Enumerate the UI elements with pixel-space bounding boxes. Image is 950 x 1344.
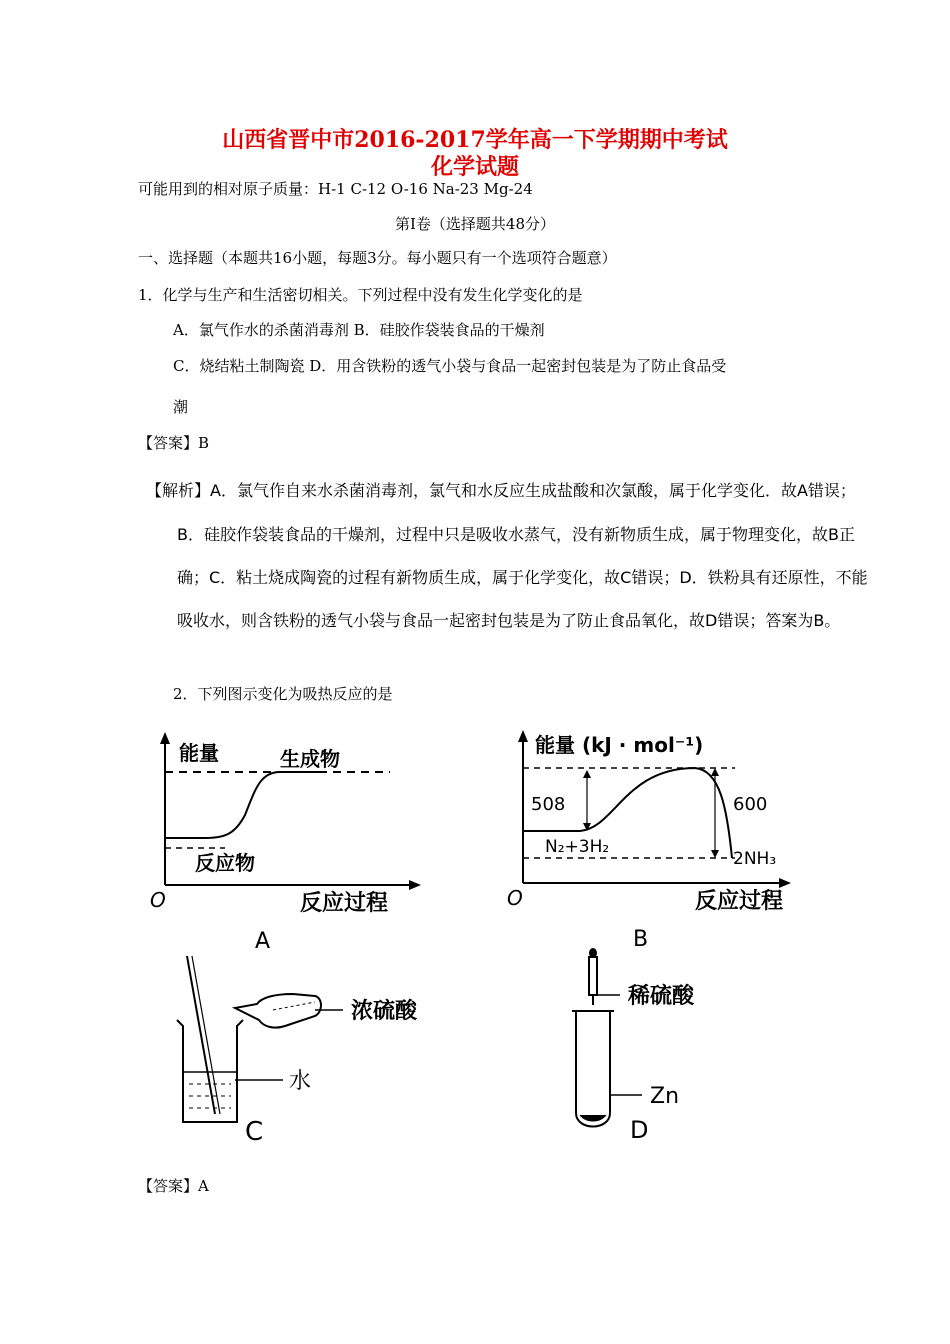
figure-a-origin: O: [150, 888, 166, 912]
figure-c-flask: [235, 994, 321, 1028]
figure-c-water-label: 水: [289, 1069, 312, 1094]
q1-analysis-line-2: B．硅胶作袋装食品的干燥剂，过程中只是吸收水蒸气，没有新物质生成，属于物理变化，故B正: [177, 525, 855, 544]
figure-b-y-arrow: [518, 730, 528, 742]
q1-stem: 1．化学与生产和生活密切相关。下列过程中没有发生化学变化的是: [138, 286, 583, 304]
figure-c-letter: C: [245, 1117, 264, 1147]
figure-b-600: 600: [733, 794, 768, 815]
figure-a-curve: [165, 772, 325, 838]
q1-options-line-3: 潮: [173, 398, 189, 416]
figure-d-zinc: [580, 1115, 606, 1121]
figure-a-y-label: 能量: [179, 741, 219, 765]
section-heading: 第Ⅰ卷（选择题共48分）: [394, 215, 555, 233]
figure-a-reactant-label: 反应物: [195, 851, 255, 875]
figure-c-beaker: [177, 1020, 243, 1122]
figure-b-origin: O: [507, 886, 523, 910]
q1-answer: 【答案】B: [138, 434, 210, 452]
figure-c: [165, 950, 455, 1150]
figure-b: [505, 728, 815, 953]
figure-d: [560, 945, 750, 1145]
figure-a-x-arrow: [409, 880, 421, 890]
figure-a-x-label: 反应过程: [300, 891, 389, 916]
figure-c-glass-rod: [187, 956, 215, 1114]
q2-answer: 【答案】A: [138, 1177, 209, 1195]
figure-a-letter: A: [255, 929, 271, 954]
figure-b-reactants: N₂+3H₂: [545, 837, 610, 857]
q1-options-line-2: C．烧结粘土制陶瓷 D．用含铁粉的透气小袋与食品一起密封包装是为了防止食品受: [173, 357, 727, 375]
q1-analysis-line-1: 【解析】A．氯气作自来水杀菌消毒剂，氯气和水反应生成盐酸和次氯酸，属于化学变化．故A错误；: [146, 481, 856, 500]
figure-a-product-label: 生成物: [280, 747, 340, 771]
figure-b-x-arrow: [779, 878, 791, 888]
part-heading: 一、选择题（本题共16小题，每题3分。每小题只有一个选项符合题意）: [138, 249, 617, 267]
q2-stem: 2．下列图示变化为吸热反应的是: [173, 685, 393, 703]
figure-d-zn-label: Zn: [650, 1084, 680, 1109]
figure-b-x-label: 反应过程: [695, 889, 784, 914]
figure-b-products: 2NH₃: [733, 849, 777, 869]
figure-c-acid-label: 浓硫酸: [351, 999, 418, 1024]
atomic-mass-line: 可能用到的相对原子质量：H-1 C-12 O-16 Na-23 Mg-24: [138, 180, 533, 198]
figure-b-y-label: 能量 (kJ · mol⁻¹): [535, 733, 704, 757]
figure-a: [145, 730, 435, 955]
q1-options-line-1: A．氯气作水的杀菌消毒剂 B．硅胶作袋装食品的干燥剂: [173, 321, 545, 339]
figure-d-test-tube: [576, 1011, 610, 1127]
figure-d-letter: D: [630, 1116, 649, 1144]
figure-b-508: 508: [531, 794, 566, 815]
figure-d-dropper: [589, 957, 597, 995]
figure-b-letter: B: [633, 927, 649, 952]
title-line-1: 山西省晋中市2016-2017学年高一下学期期中考试: [222, 127, 728, 153]
q1-analysis-line-3: 确；C．粘土烧成陶瓷的过程有新物质生成，属于化学变化，故C错误；D．铁粉具有还原性，不能: [177, 568, 868, 587]
figure-d-acid-label: 稀硫酸: [628, 984, 695, 1009]
q1-analysis-line-4: 吸收水，则含铁粉的透气小袋与食品一起密封包装是为了防止食品氧化，故D错误；答案为B。: [177, 611, 841, 630]
title-line-2: 化学试题: [430, 154, 519, 180]
figure-a-y-arrow: [160, 732, 170, 744]
